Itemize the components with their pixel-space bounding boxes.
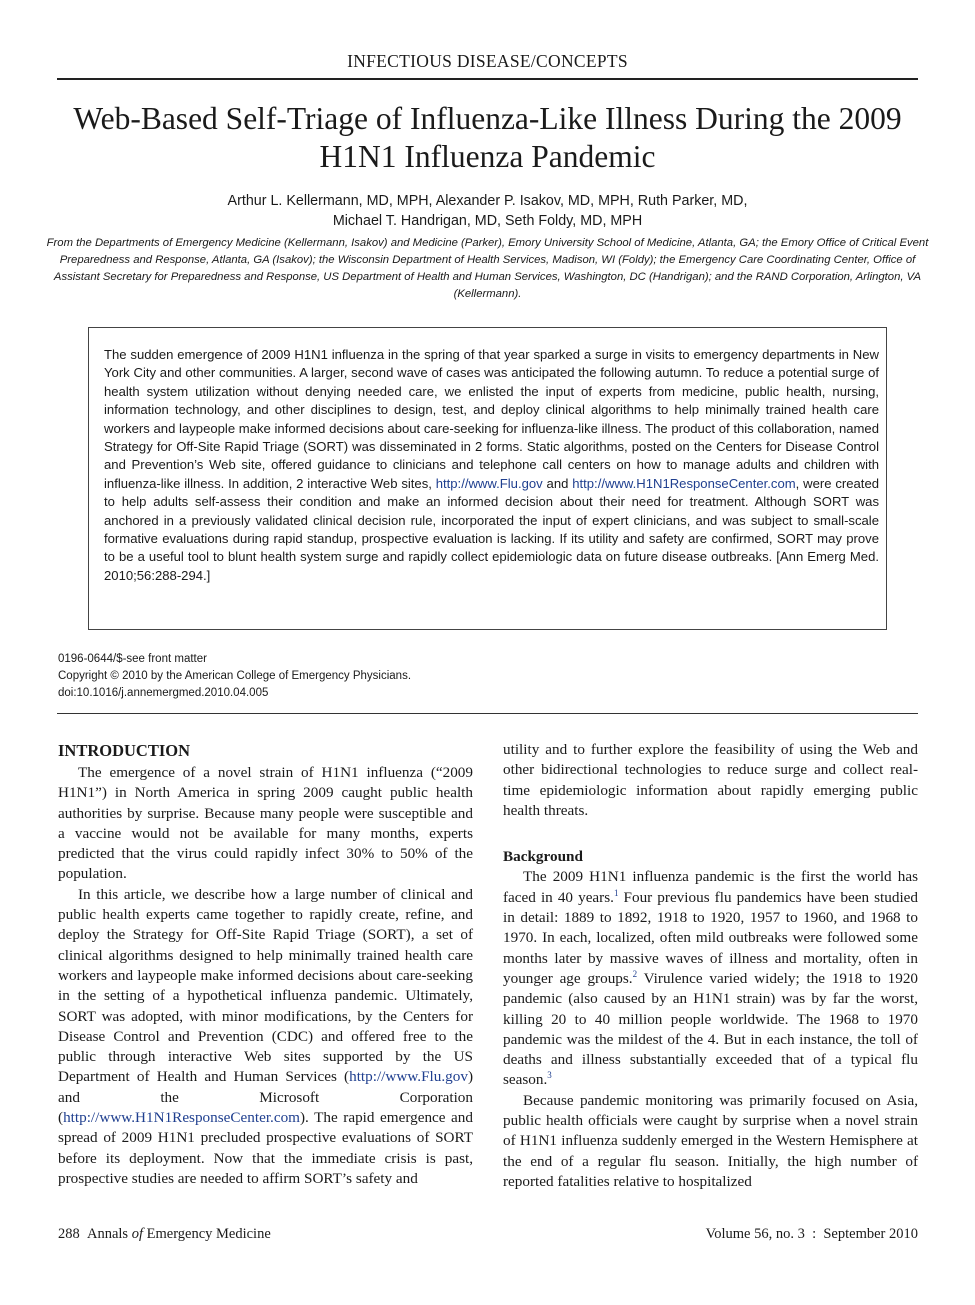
abstract-text	[104, 346, 879, 585]
introduction-heading: INTRODUCTION	[58, 741, 191, 760]
bg-p1-text-c: Virulence varied widely; the 1918 to 1920 pandemic (also caused by an H1N1 strain) was by far the worst, killing 20 to 40 million people worldwide. The 1968 to 1970 pandemic was the mildest of the 4. But in each instance, the toll of deaths and illness substantially exceeded that of a typical flu season.	[503, 969, 919, 1089]
affiliations: From the Departments of Emergency Medicine (Kellermann, Isakov) and Medicine (Parker), Emory University School of Medicine, Atlanta, GA; the Emory Office of Critical Event Preparedness and Response, Atlanta, GA (Isakov); the Wisconsin Department of Health Services, Madison, WI (Foldy); the Emergency Care Coordinating Center, Office of Assistant Secretary for Preparedness and Response, US Department of Health and Human Services, Washington, DC (Handrigan); and the RAND Corporation, Arlington, VA (Kellermann).	[46, 237, 929, 300]
background-heading: Background	[503, 848, 583, 866]
intro-paragraph-2	[58, 885, 473, 1189]
abstract-link-h1n1-response-center[interactable]: http://www.H1N1ResponseCenter.com	[572, 475, 796, 491]
abstract-box	[88, 327, 887, 630]
authors-line-2: Michael T. Handrigan, MD, Seth Foldy, MD, MPH	[332, 213, 643, 229]
section-label: INFECTIOUS DISEASE/CONCEPTS	[347, 51, 628, 71]
intro-p2-text-c: ). The rapid emergence and spread of 2009 H1N1 precluded prospective evaluations of SORT before its deployment. Now that the immediate crisis is past, prospective studies are needed to affirm SORT’s safety and	[58, 1109, 473, 1187]
intro-link-flu-gov[interactable]: http://www.Flu.gov	[349, 1068, 468, 1086]
intro-p2-text-b: ) and the Microsoft Corporation (	[58, 1068, 473, 1127]
intro-paragraph-1: The emergence of a novel strain of H1N1 influenza (“2009 H1N1”) in North America in spring 2009 caught public health authorities by surprise. Because many people were susceptible and a vaccine would not be available for many months, experts predicted that the virus could rapidly infect 30% to 50% of the population.	[58, 764, 473, 883]
reference-3[interactable]: 3	[547, 1070, 552, 1081]
reference-1[interactable]: 1	[613, 887, 619, 898]
intro-link-h1n1-response-center[interactable]: http://www.H1N1ResponseCenter.com	[63, 1109, 300, 1127]
right-column	[503, 740, 918, 1192]
author-list	[57, 191, 918, 231]
article-title: Web-Based Self-Triage of Influenza-Like Illness During the 2009 H1N1 Influenza Pandemic	[73, 101, 902, 174]
intro-p2-text-a: In this article, we describe how a large number of clinical and public health experts came together to rapidly create, refine, and deploy the Strategy for Off-Site Rapid Triage (SORT), a set of clinical algorithms designed to help minimally trained health care workers and laypeople make informed decisions about care-seeking in the setting of a hypothetical influenza pandemic. Ultimately, SORT was adopted, with minor modifications, by the Centers for Disease Control and Prevention (CDC) and offered free to the public through interactive Web sites supported by the US Department of Health and Human Services (	[58, 885, 473, 1086]
front-matter	[58, 651, 658, 702]
doi-line: doi:10.1016/j.annemergmed.2010.04.005	[58, 687, 269, 699]
abstract-part-1: The sudden emergence of 2009 H1N1 influenza in the spring of that year sparked a surge in visits to emergency departments in New York City and other communities. A larger, second wave of cases was anticipated the following autumn. To reduce a potential surge of health system utilization without denying needed care, we enlisted the input of experts from medicine, public health, nursing, information technology, and other disciplines to design, test, and deploy clinical algorithms to help minimally trained health care workers and laypeople make informed decisions about care-seeking for influenza-like illness. The product of this collaboration, named Strategy for Off-Site Rapid Triage (SORT) was disseminated in 2 forms. Static algorithms, posted on the Centers for Disease Control and Prevention’s Web site, offered guidance to clinicians and telephone call centers on how to manage adults and children with influenza-like illness. In addition, 2 interactive Web sites,	[104, 347, 879, 491]
abstract-and: and	[542, 475, 573, 491]
bg-p1-text-a: The 2009 H1N1 influenza pandemic is the first the world has faced in 40 years.	[503, 868, 918, 906]
section-divider	[57, 713, 918, 714]
footer-volume: Volume 56, no. 3 : September 2010	[705, 1226, 918, 1242]
intro-continuation: utility and to further explore the feasibility of using the Web and other bidirectional technologies to reduce surge and collect real-time epidemiologic information about rapidly emerging public health threats.	[503, 741, 918, 819]
abstract-part-2: , were created to help adults self-assess their condition and make an informed decision about their need for treatment. Although SORT was anchored in a previously validated clinical decision rule, incorporated the input of expert clinicians, and was subject to small-scale formative evaluations during rapid standup, prospective evaluation is lacking. If its utility and safety are confirmed, SORT may prove to be a useful tool to blunt health system surge and rapidly collect epidemiologic data on future disease outbreaks. [Ann Emerg Med. 2010;56:288-294.]	[104, 475, 880, 583]
background-paragraph-2: Because pandemic monitoring was primarily focused on Asia, public health officials were caught by surprise when a novel strain of H1N1 influenza suddenly emerged in the Western Hemisphere at the end of a regular flu season. Initially, the high number of reported fatalities relative to hospitalized	[503, 1091, 918, 1190]
journal-name-b: Emergency Medicine	[146, 1226, 271, 1242]
footer-journal	[58, 1226, 271, 1243]
reference-2[interactable]: 2	[632, 968, 638, 979]
journal-name-of: of	[131, 1226, 143, 1242]
copyright-line: Copyright © 2010 by the American College of Emergency Physicians.	[58, 670, 412, 682]
front-matter-line: 0196-0644/$-see front matter	[58, 653, 207, 665]
top-rule	[57, 78, 918, 80]
journal-name-a: Annals	[87, 1226, 129, 1242]
abstract-link-flu-gov[interactable]: http://www.Flu.gov	[435, 475, 543, 491]
background-paragraph-1	[503, 867, 918, 1090]
bg-p1-text-b: Four previous flu pandemics have been studied in detail: 1889 to 1892, 1918 to 1920, 1957 to 1960, and 1968 to 1970. In each, localized, often mild outbreaks were followed some months later by massive waves of illness and mortality, often in younger age groups.	[503, 888, 919, 987]
page-number: 288	[58, 1226, 80, 1242]
left-column	[58, 740, 473, 1189]
authors-line-1: Arthur L. Kellermann, MD, MPH, Alexander P. Isakov, MD, MPH, Ruth Parker, MD,	[227, 193, 748, 209]
